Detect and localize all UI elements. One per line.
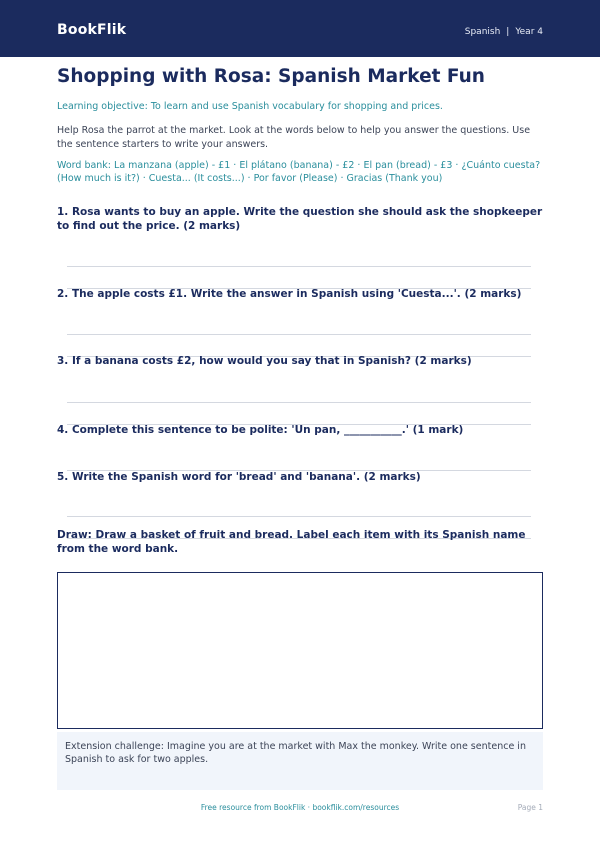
question-1: 1. Rosa wants to buy an apple. Write the question she should ask the shopkeeper to find out the price. (2 marks) — [57, 206, 543, 232]
page-title: Shopping with Rosa: Spanish Market Fun — [57, 66, 485, 87]
word-bank: Word bank: La manzana (apple) - £1 · El plátano (banana) - £2 · El pan (bread) - £3 · ¿Cuánto cuesta? (How much is it?) · Cuesta... (It costs...) · Por favor (Please) · Gracias (Thank you) — [57, 160, 541, 184]
separator: | — [506, 27, 510, 37]
draw-prompt: Draw: Draw a basket of fruit and bread. Label each item with its Spanish name from the word bank. — [57, 529, 526, 555]
instructions: Help Rosa the parrot at the market. Look at the words below to help you answer the questions. Use the sentence starters to write your answers. — [57, 125, 531, 150]
subject-label: Spanish — [464, 27, 501, 37]
answer-line[interactable] — [67, 516, 531, 517]
footer-credit: Free resource from BookFlik · bookflik.com/resources — [200, 803, 400, 812]
drawing-area[interactable] — [57, 572, 543, 729]
header-bar — [0, 0, 600, 57]
answer-line[interactable] — [67, 266, 531, 267]
question-4: 4. Complete this sentence to be polite: 'Un pan, ___________.' (1 mark) — [57, 424, 464, 436]
year-label: Year 4 — [515, 27, 543, 37]
question-2: 2. The apple costs £1. Write the answer in Spanish using 'Cuesta...'. (2 marks) — [57, 288, 522, 300]
brand-logo: BookFlik — [57, 22, 127, 38]
answer-line[interactable] — [67, 334, 531, 335]
subject-year-label — [465, 27, 543, 37]
page-number: Page 1 — [517, 803, 543, 812]
learning-objective: Learning objective: To learn and use Spanish vocabulary for shopping and prices. — [57, 101, 443, 112]
question-3: 3. If a banana costs £2, how would you say that in Spanish? (2 marks) — [57, 355, 472, 367]
answer-line[interactable] — [67, 402, 531, 403]
extension-challenge: Extension challenge: Imagine you are at the market with Max the monkey. Write one sentence in Spanish to ask for two apples. — [57, 732, 543, 790]
question-5: 5. Write the Spanish word for 'bread' and 'banana'. (2 marks) — [57, 471, 421, 483]
